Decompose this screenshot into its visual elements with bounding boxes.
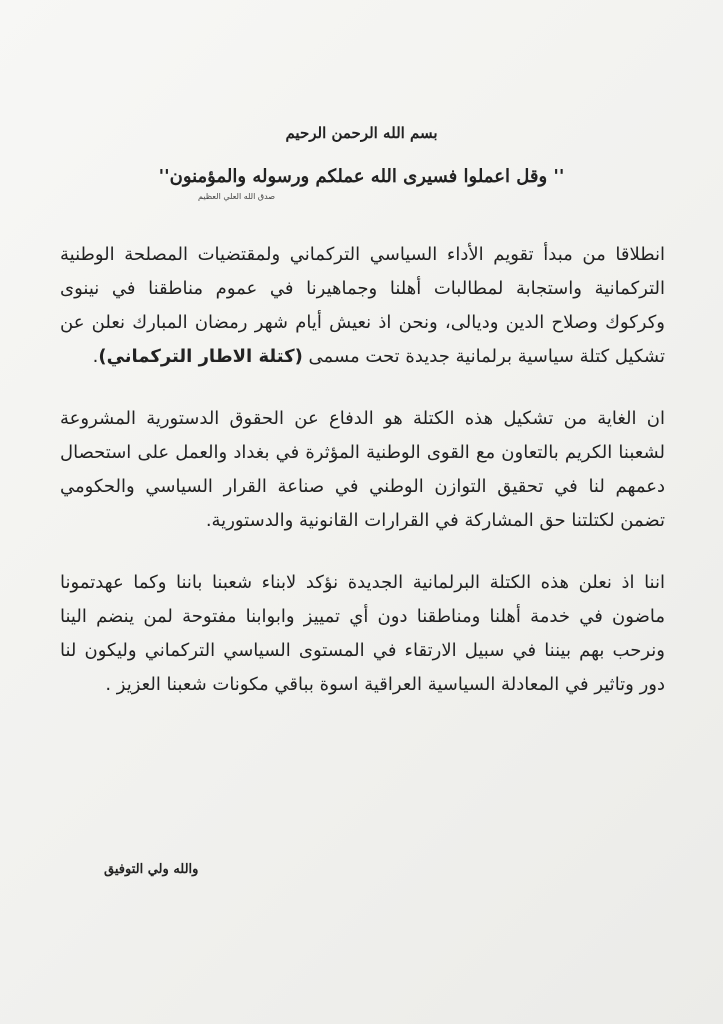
- bloc-name: (كتلة الاطار التركماني): [98, 346, 303, 367]
- paragraph-announcement-text: انطلاقا من مبدأ تقويم الأداء السياسي التركماني ولمقتضيات المصلحة الوطنية التركمانية واستجابة لمطالبات أهلنا وجماهيرنا في عموم مناطقنا في نينوى وكركوك وصلاح الدين وديالى، ونحن اذ نعيش أيام شهر رمضان المبارك نعلن عن تشكيل كتلة سياسية برلمانية جديدة تحت مسمى: [60, 244, 665, 367]
- paragraph-announcement-end: .: [92, 346, 99, 367]
- basmala-heading: بسم الله الرحمن الرحيم: [285, 124, 438, 142]
- paragraph-announcement: [60, 238, 665, 374]
- closing-phrase: والله ولي التوفيق: [104, 862, 199, 877]
- verse-closing-note: صدق الله العلي العظيم: [198, 192, 276, 201]
- statement-body: [60, 238, 665, 702]
- paragraph-purpose: ان الغاية من تشكيل هذه الكتلة هو الدفاع عن الحقوق الدستورية المشروعة لشعبنا الكريم بالتعاون مع القوى الوطنية المؤثرة في بغداد والعمل على استحصال دعمهم لنا في تحقيق التوازن الوطني في صناعة القرار السياسي والحكومي تضمن لكتلتنا حق المشاركة في القرارات القانونية والدستورية.: [60, 408, 665, 531]
- quran-verse: ''وقل اعملوا فسيرى الله عملكم ورسوله والمؤمنون '': [158, 166, 565, 187]
- paragraph-commitment: اننا اذ نعلن هذه الكتلة البرلمانية الجديدة نؤكد لابناء شعبنا باننا وكما عهدتمونا ماضون في خدمة أهلنا ومناطقنا دون أي تمييز وابوابنا مفتوحة لمن ينضم الينا ونرحب بهم بيننا في سبيل الارتقاء في المستوى السياسي التركماني وليكون لنا دور وتاثير في المعادلة السياسية العراقية اسوة بباقي مكونات شعبنا العزيز .: [60, 572, 665, 695]
